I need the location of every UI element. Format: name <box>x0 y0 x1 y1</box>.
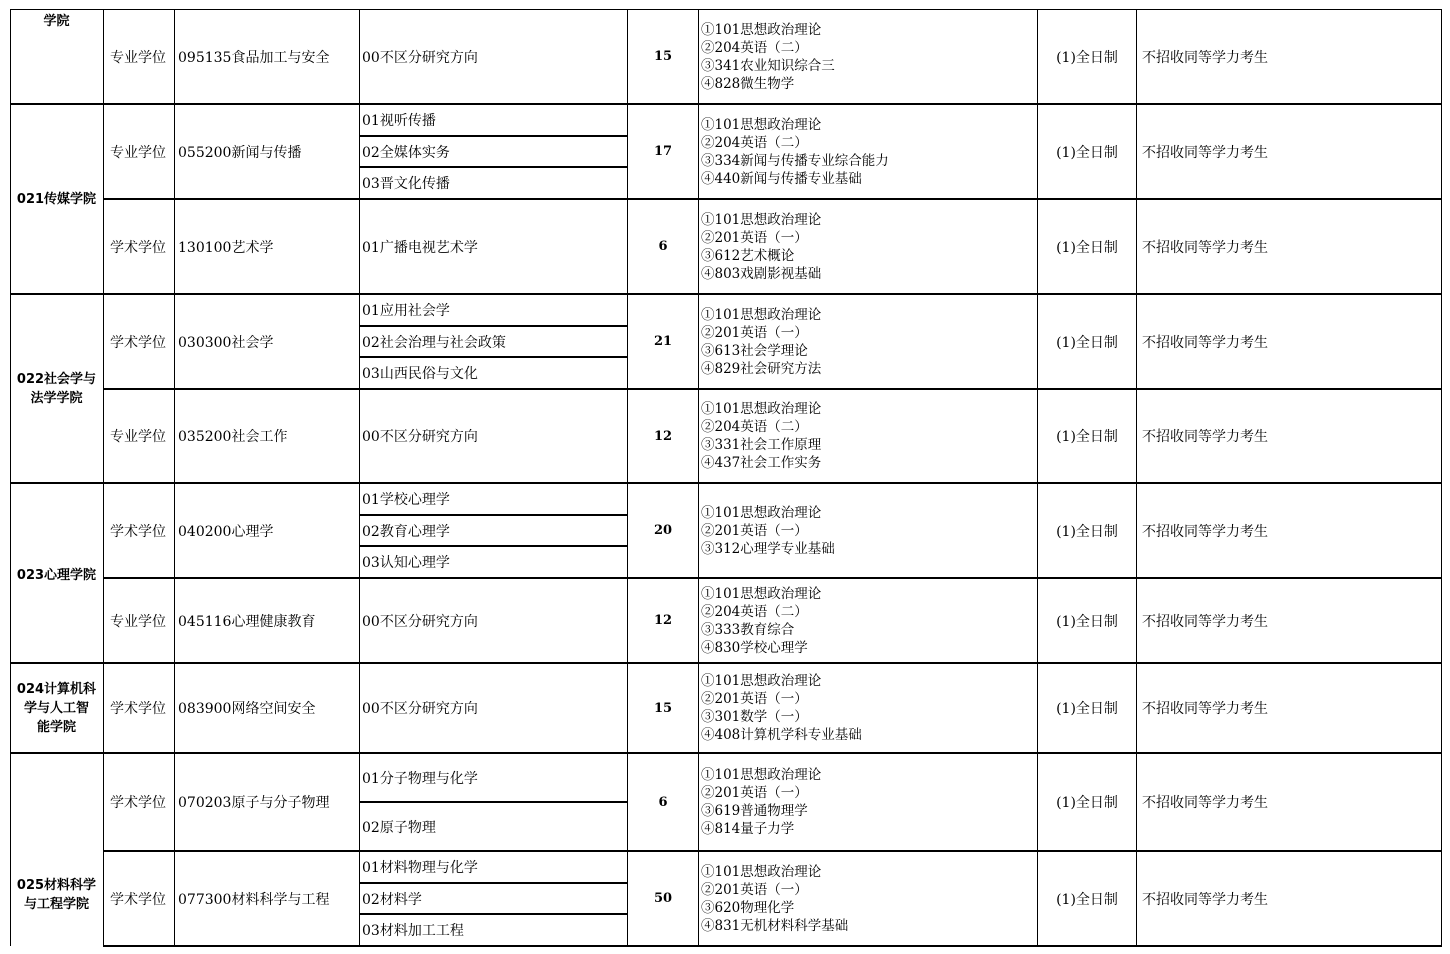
remarks: 不招收同等学力考生 <box>1142 144 1268 161</box>
exam-subjects <box>699 578 1037 663</box>
grid-line <box>359 325 628 327</box>
exam-subject: ①101思想政治理论 <box>701 504 822 521</box>
remarks: 不招收同等学力考生 <box>1142 49 1268 66</box>
major-name: 035200社会工作 <box>178 429 288 445</box>
degree-type: 学术学位 <box>110 795 166 811</box>
exam-subject: ①101思想政治理论 <box>701 401 822 417</box>
research-direction: 01分子物理与化学 <box>362 770 478 787</box>
enrollment-quota: 6 <box>658 794 668 810</box>
exam-subject: ③612艺术概论 <box>701 247 795 264</box>
exam-subjects <box>699 663 1037 753</box>
degree-type: 学术学位 <box>110 239 166 256</box>
college-name-line: 学院 <box>43 13 70 29</box>
grid-line <box>1037 9 1038 946</box>
major-name: 095135食品加工与安全 <box>178 49 330 66</box>
major-name: 030300社会学 <box>178 334 274 351</box>
grid-line <box>359 9 360 946</box>
research-direction: 02原子物理 <box>362 819 436 836</box>
research-direction: 01广播电视艺术学 <box>362 239 478 256</box>
study-mode: (1)全日制 <box>1056 429 1118 445</box>
college-name-line: 法学学院 <box>30 390 83 406</box>
enrollment-quota: 15 <box>653 49 673 64</box>
exam-subject: ④828微生物学 <box>701 75 795 92</box>
enrollment-quota: 15 <box>653 700 673 716</box>
remarks: 不招收同等学力考生 <box>1142 891 1268 908</box>
exam-subject: ④408计算机学科专业基础 <box>701 727 862 743</box>
remarks: 不招收同等学力考生 <box>1142 701 1268 717</box>
study-mode: (1)全日制 <box>1056 613 1118 630</box>
college-name-line: 022社会学与 <box>16 371 97 387</box>
exam-subject: ③341农业知识综合三 <box>701 57 835 74</box>
exam-subject: ①101思想政治理论 <box>701 673 822 689</box>
grid-line <box>359 356 628 358</box>
degree-type: 专业学位 <box>110 429 166 445</box>
exam-subject: ②201英语（一） <box>701 324 808 341</box>
exam-subject: ①101思想政治理论 <box>701 211 822 228</box>
exam-subjects <box>699 294 1037 389</box>
college-name <box>10 294 103 483</box>
exam-subject: ③620物理化学 <box>701 899 795 916</box>
enrollment-quota: 12 <box>653 613 673 628</box>
enrollment-quota: 50 <box>653 891 673 906</box>
college-name-line: 能学院 <box>36 719 76 735</box>
enrollment-quota: 21 <box>653 334 673 349</box>
grid-line <box>10 662 104 664</box>
grid-line <box>359 514 628 516</box>
exam-subject: ①101思想政治理论 <box>701 306 822 323</box>
study-mode: (1)全日制 <box>1056 701 1118 717</box>
exam-subject: ①101思想政治理论 <box>701 863 822 880</box>
college-name-line: 025材料科学 <box>16 878 97 893</box>
exam-subject: ④440新闻与传播专业基础 <box>701 170 862 187</box>
grid-line <box>10 9 11 104</box>
college-name-line: 与工程学院 <box>23 897 89 912</box>
research-direction: 02社会治理与社会政策 <box>362 334 506 351</box>
grid-line <box>698 9 699 946</box>
research-direction: 02教育心理学 <box>362 523 450 540</box>
exam-subject: ④437社会工作实务 <box>701 455 822 471</box>
major-name: 040200心理学 <box>178 523 274 540</box>
enrollment-quota: 12 <box>653 428 673 444</box>
research-direction: 03认知心理学 <box>362 555 450 571</box>
grid-line <box>359 166 628 168</box>
exam-subject: ②204英语（二） <box>701 39 808 56</box>
grid-line <box>103 662 1442 664</box>
grid-line <box>10 753 11 946</box>
research-direction: 00不区分研究方向 <box>362 613 478 630</box>
grid-line <box>103 103 1442 105</box>
exam-subjects <box>699 104 1037 199</box>
study-mode: (1)全日制 <box>1056 144 1118 161</box>
grid-line <box>10 103 104 105</box>
college-name-line: 024计算机科 <box>16 681 97 697</box>
research-direction: 02材料学 <box>362 891 422 908</box>
major-name: 130100艺术学 <box>178 239 274 256</box>
remarks: 不招收同等学力考生 <box>1142 429 1268 445</box>
grid-line <box>174 9 175 946</box>
grid-line <box>10 293 104 295</box>
grid-line <box>1441 9 1442 946</box>
remarks: 不招收同等学力考生 <box>1142 334 1268 351</box>
exam-subject: ②204英语（二） <box>701 134 808 151</box>
exam-subjects <box>699 199 1037 294</box>
study-mode: (1)全日制 <box>1056 523 1118 540</box>
grid-line <box>103 482 1442 484</box>
grid-line <box>103 850 1442 852</box>
research-direction: 02全媒体实务 <box>362 144 450 161</box>
college-name-line: 021传媒学院 <box>16 191 97 207</box>
degree-type: 学术学位 <box>110 334 166 351</box>
remarks: 不招收同等学力考生 <box>1142 795 1268 811</box>
exam-subject: ①101思想政治理论 <box>701 116 822 133</box>
grid-line <box>10 662 11 753</box>
degree-type: 专业学位 <box>110 144 166 161</box>
exam-subject: ①101思想政治理论 <box>701 767 822 783</box>
exam-subjects <box>699 753 1037 851</box>
remarks: 不招收同等学力考生 <box>1142 523 1268 540</box>
enrollment-quota: 6 <box>658 239 668 254</box>
exam-subject: ④829社会研究方法 <box>701 360 822 377</box>
degree-type: 专业学位 <box>110 49 166 66</box>
exam-subject: ②204英语（二） <box>701 419 808 435</box>
grid-line <box>103 293 1442 295</box>
degree-type: 学术学位 <box>110 701 166 717</box>
major-name: 055200新闻与传播 <box>178 144 302 161</box>
study-mode: (1)全日制 <box>1056 891 1118 908</box>
major-name: 045116心理健康教育 <box>178 613 316 630</box>
grid-line <box>10 482 104 484</box>
grid-line <box>103 198 1442 200</box>
exam-subject: ④830学校心理学 <box>701 639 808 656</box>
college-name <box>10 11 103 31</box>
grid-line <box>627 9 628 946</box>
exam-subject: ②204英语（二） <box>701 603 808 620</box>
exam-subject: ②201英语（一） <box>701 785 808 801</box>
major-name: 077300材料科学与工程 <box>178 891 330 908</box>
research-direction: 01应用社会学 <box>362 303 450 319</box>
research-direction: 00不区分研究方向 <box>362 49 478 66</box>
research-direction: 03晋文化传播 <box>362 176 450 192</box>
exam-subject: ②201英语（一） <box>701 881 808 898</box>
grid-line <box>1136 9 1137 946</box>
exam-subject: ③331社会工作原理 <box>701 437 822 453</box>
college-name <box>10 663 103 753</box>
college-name <box>10 104 103 294</box>
grid-line <box>10 752 104 754</box>
research-direction: 03材料加工工程 <box>362 923 464 939</box>
college-name <box>10 560 103 590</box>
grid-line <box>103 388 1442 390</box>
exam-subjects <box>699 851 1037 946</box>
exam-subject: ③301数学（一） <box>701 709 808 725</box>
grid-line <box>359 135 628 137</box>
exam-subject: ②201英语（一） <box>701 229 808 246</box>
exam-subject: ④814量子力学 <box>701 821 795 837</box>
degree-type: 专业学位 <box>110 613 166 630</box>
college-name <box>10 872 103 918</box>
exam-subjects <box>699 389 1037 483</box>
major-name: 083900网络空间安全 <box>178 701 316 717</box>
grid-line <box>359 913 628 915</box>
degree-type: 学术学位 <box>110 891 166 908</box>
study-mode: (1)全日制 <box>1056 334 1118 351</box>
exam-subject: ③312心理学专业基础 <box>701 540 835 557</box>
study-mode: (1)全日制 <box>1056 239 1118 256</box>
college-name-line: 023心理学院 <box>16 567 97 583</box>
grid-line <box>103 577 1442 579</box>
exam-subject: ③613社会学理论 <box>701 342 808 359</box>
grid-line <box>359 801 628 803</box>
grid-line <box>10 9 1442 10</box>
exam-subject: ③334新闻与传播专业综合能力 <box>701 152 889 169</box>
research-direction: 00不区分研究方向 <box>362 429 478 445</box>
exam-subject: ①101思想政治理论 <box>701 585 822 602</box>
exam-subject: ④831无机材料科学基础 <box>701 917 849 934</box>
degree-type: 学术学位 <box>110 523 166 540</box>
research-direction: 01视听传播 <box>362 113 436 129</box>
exam-subjects <box>699 9 1037 104</box>
enrollment-quota: 17 <box>653 144 673 159</box>
exam-subject: ①101思想政治理论 <box>701 21 822 38</box>
exam-subject: ②201英语（一） <box>701 522 808 539</box>
college-name-line: 学与人工智 <box>23 700 89 716</box>
research-direction: 01学校心理学 <box>362 492 450 508</box>
grid-line <box>359 882 628 884</box>
study-mode: (1)全日制 <box>1056 49 1118 66</box>
major-name: 070203原子与分子物理 <box>178 795 330 811</box>
research-direction: 01材料物理与化学 <box>362 860 478 876</box>
exam-subject: ③619普通物理学 <box>701 803 808 819</box>
exam-subject: ③333教育综合 <box>701 621 795 638</box>
exam-subjects <box>699 483 1037 578</box>
remarks: 不招收同等学力考生 <box>1142 613 1268 630</box>
grid-line <box>103 9 104 946</box>
grid-line <box>359 545 628 547</box>
exam-subject: ④803戏剧影视基础 <box>701 265 822 282</box>
remarks: 不招收同等学力考生 <box>1142 239 1268 256</box>
study-mode: (1)全日制 <box>1056 795 1118 811</box>
grid-line <box>103 752 1442 754</box>
research-direction: 00不区分研究方向 <box>362 701 478 717</box>
research-direction: 03山西民俗与文化 <box>362 366 478 382</box>
enrollment-quota: 20 <box>653 523 673 538</box>
grid-line <box>103 945 1442 947</box>
exam-subject: ②201英语（一） <box>701 691 808 707</box>
